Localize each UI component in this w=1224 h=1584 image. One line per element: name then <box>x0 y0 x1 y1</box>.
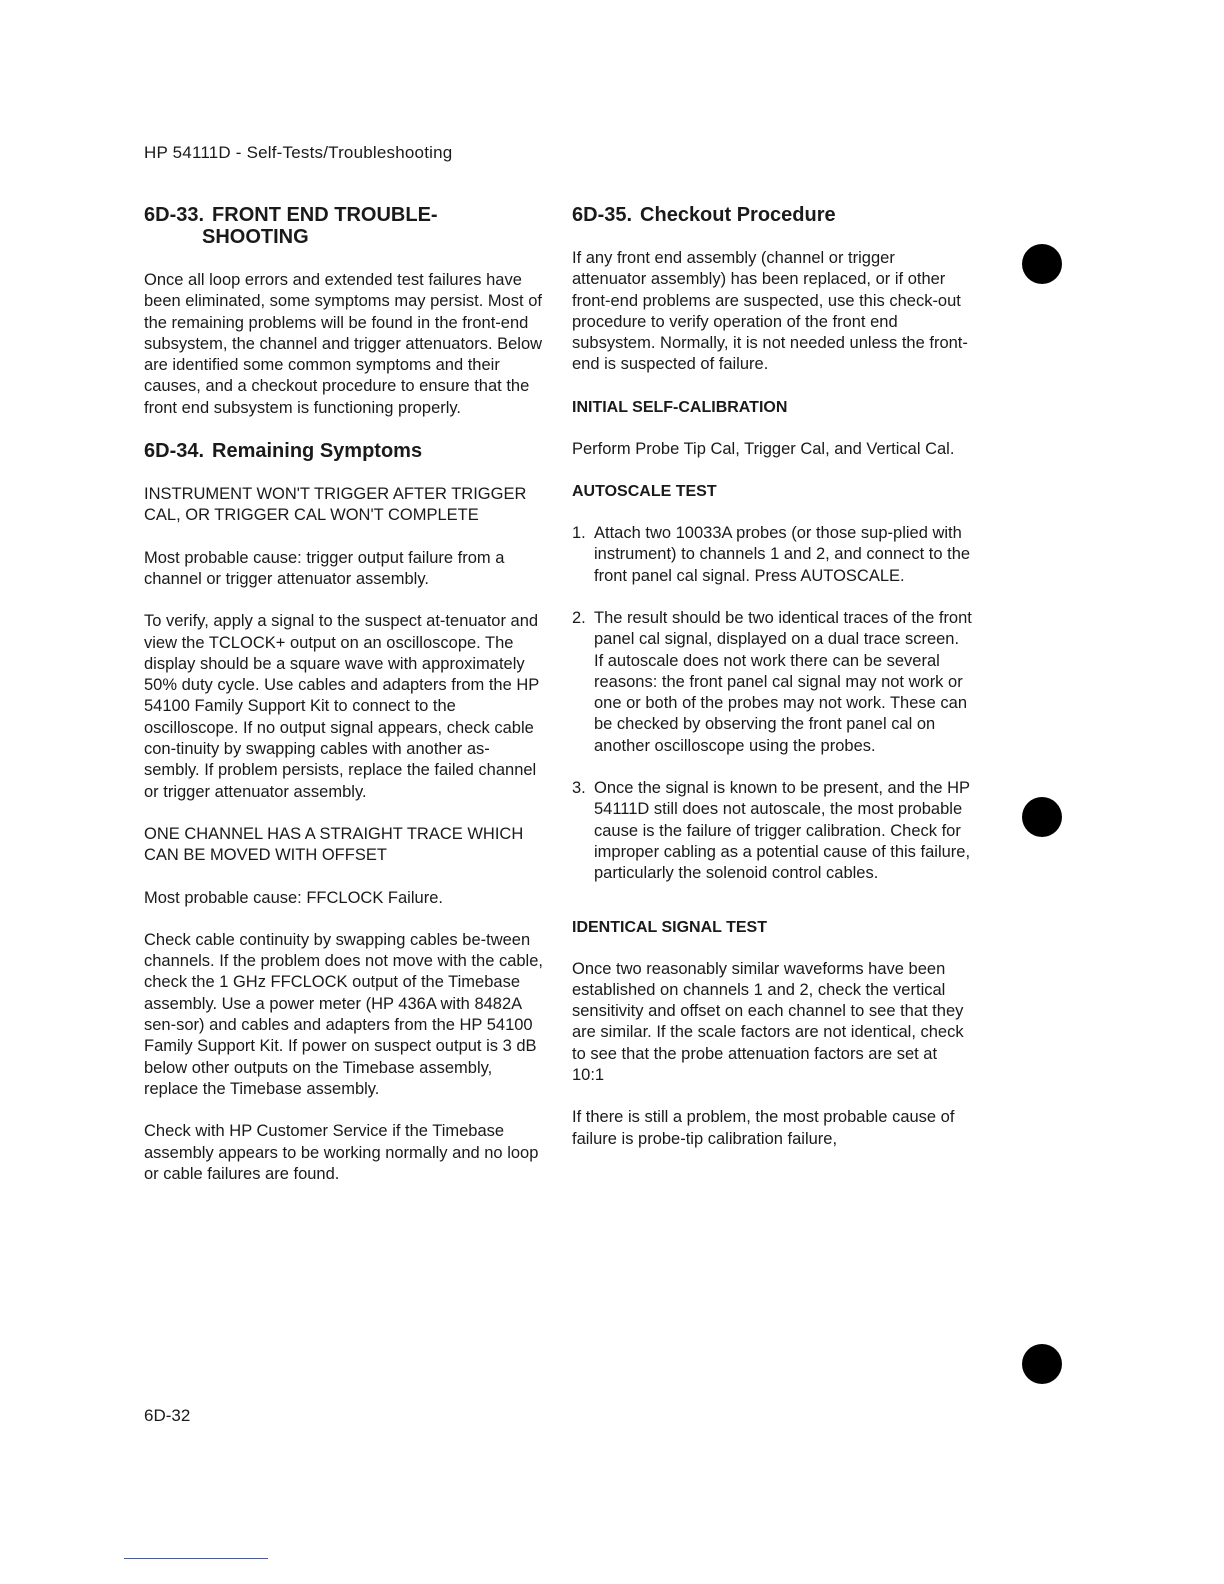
step-number: 2. <box>572 608 586 627</box>
autoscale-test-heading: AUTOSCALE TEST <box>572 483 717 501</box>
binder-hole-icon <box>1022 1344 1062 1384</box>
running-header: HP 54111D - Self-Tests/Troubleshooting <box>144 143 453 162</box>
autoscale-steps-list <box>572 523 972 884</box>
section-6d-35-intro: If any front end assembly (channel or trigger attenuator assembly) has been replaced, or if other front-end problems are suspected, use this check-out procedure to verify operation of the front end subsystem. Normally, it is not needed unless the front-end is suspected of failure. <box>572 249 968 374</box>
step-number: 1. <box>572 524 586 543</box>
section-6d-33-body: Once all loop errors and extended test failures have been eliminated, some symptoms may persist. Most of the remaining problems will be found in the front-end subsystem, the channel and trigger attenuators. Below are identified some common symptoms and their causes, and a checkout procedure to ensure that the front end subsystem is functioning properly. <box>144 271 543 417</box>
section-title-line2: SHOOTING <box>202 226 309 248</box>
binder-hole-icon <box>1022 244 1062 284</box>
left-column <box>144 204 544 1206</box>
step-text: The result should be two identical traces of the front panel cal signal, displayed on a dual trace screen. If autoscale does not work there can be several reasons: the front panel cal signal may not work or one or both of the probes may not work. These can be checked by observing the front panel cal on another oscilloscope using the probes. <box>594 608 972 755</box>
section-number: 6D-35. <box>572 204 633 226</box>
section-6d-34-title <box>144 440 544 462</box>
step-number: 3. <box>572 779 586 798</box>
section-6d-35-title <box>572 204 972 226</box>
service-paragraph: Check with HP Customer Service if the Timebase assembly appears to be working normally and no loop or cable failures are found. <box>144 1122 539 1183</box>
probable-cause-1: Most probable cause: trigger output failure from a channel or trigger attenuator assembly. <box>144 548 505 588</box>
right-column <box>572 204 972 1171</box>
step-text: Once the signal is known to be present, and the HP 54111D still does not autoscale, the most probable cause is the failure of trigger calibration. Check for improper cabling as a potential cause of this failure, particularly the solenoid control cables. <box>594 779 971 883</box>
symptom-heading-2: ONE CHANNEL HAS A STRAIGHT TRACE WHICH CAN BE MOVED WITH OFFSET <box>144 824 524 865</box>
section-title-line1: FRONT END TROUBLE- <box>212 204 438 226</box>
step-text: Attach two 10033A probes (or those sup-plied with instrument) to channels 1 and 2, and connect to the front panel cal signal. Press AUTOSCALE. <box>594 524 971 585</box>
identical-signal-test-continuation: If there is still a problem, the most probable cause of failure is probe-tip calibration failure, <box>572 1108 955 1148</box>
initial-self-calibration-heading: INITIAL SELF-CALIBRATION <box>572 398 788 416</box>
identical-signal-test-heading: IDENTICAL SIGNAL TEST <box>572 918 767 936</box>
section-number: 6D-33. <box>144 204 205 226</box>
list-item <box>572 778 972 884</box>
section-title-text: Checkout Procedure <box>640 204 836 226</box>
list-item <box>572 523 972 587</box>
binder-hole-icon <box>1022 797 1062 837</box>
page-number: 6D-32 <box>144 1406 191 1425</box>
section-6d-33-title <box>144 204 544 248</box>
identical-signal-test-body: Once two reasonably similar waveforms have been established on channels 1 and 2, check the vertical sensitivity and offset on each channel to see that they are similar. If the scale factors are not identical, check to see that the probe attenuation factors are set at 10:1 <box>572 959 964 1085</box>
verify-paragraph: To verify, apply a signal to the suspect at-tenuator and view the TCLOCK+ output on an oscilloscope. The display should be a square wave with approximately 50% duty cycle. Use cables and adapters from the HP 54100 Family Support Kit to connect to the oscilloscope. If no output signal appears, check cable con-tinuity by swapping cables with another as-sembly. If problem persists, replace the failed channel or trigger attenuator assembly. <box>144 612 539 801</box>
section-title-text: Remaining Symptoms <box>212 440 423 463</box>
list-item <box>572 608 972 757</box>
section-number: 6D-34. <box>144 440 205 463</box>
symptom-heading-1: INSTRUMENT WON'T TRIGGER AFTER TRIGGER CAL, OR TRIGGER CAL WON'T COMPLETE <box>144 485 527 525</box>
footer-rule <box>124 1558 268 1559</box>
check-paragraph: Check cable continuity by swapping cables be-tween channels. If the problem does not move with the cable, check the 1 GHz FFCLOCK output of the Timebase assembly. Use a power meter (HP 436A with 8482A sen-sor) and cables and adapters from the HP 54100 Family Support Kit. If power on suspect output is 3 dB below other outputs on the Timebase assembly, replace the Timebase assembly. <box>144 930 543 1098</box>
probable-cause-2: Most probable cause: FFCLOCK Failure. <box>144 888 443 907</box>
initial-self-calibration-body: Perform Probe Tip Cal, Trigger Cal, and Vertical Cal. <box>572 439 955 458</box>
